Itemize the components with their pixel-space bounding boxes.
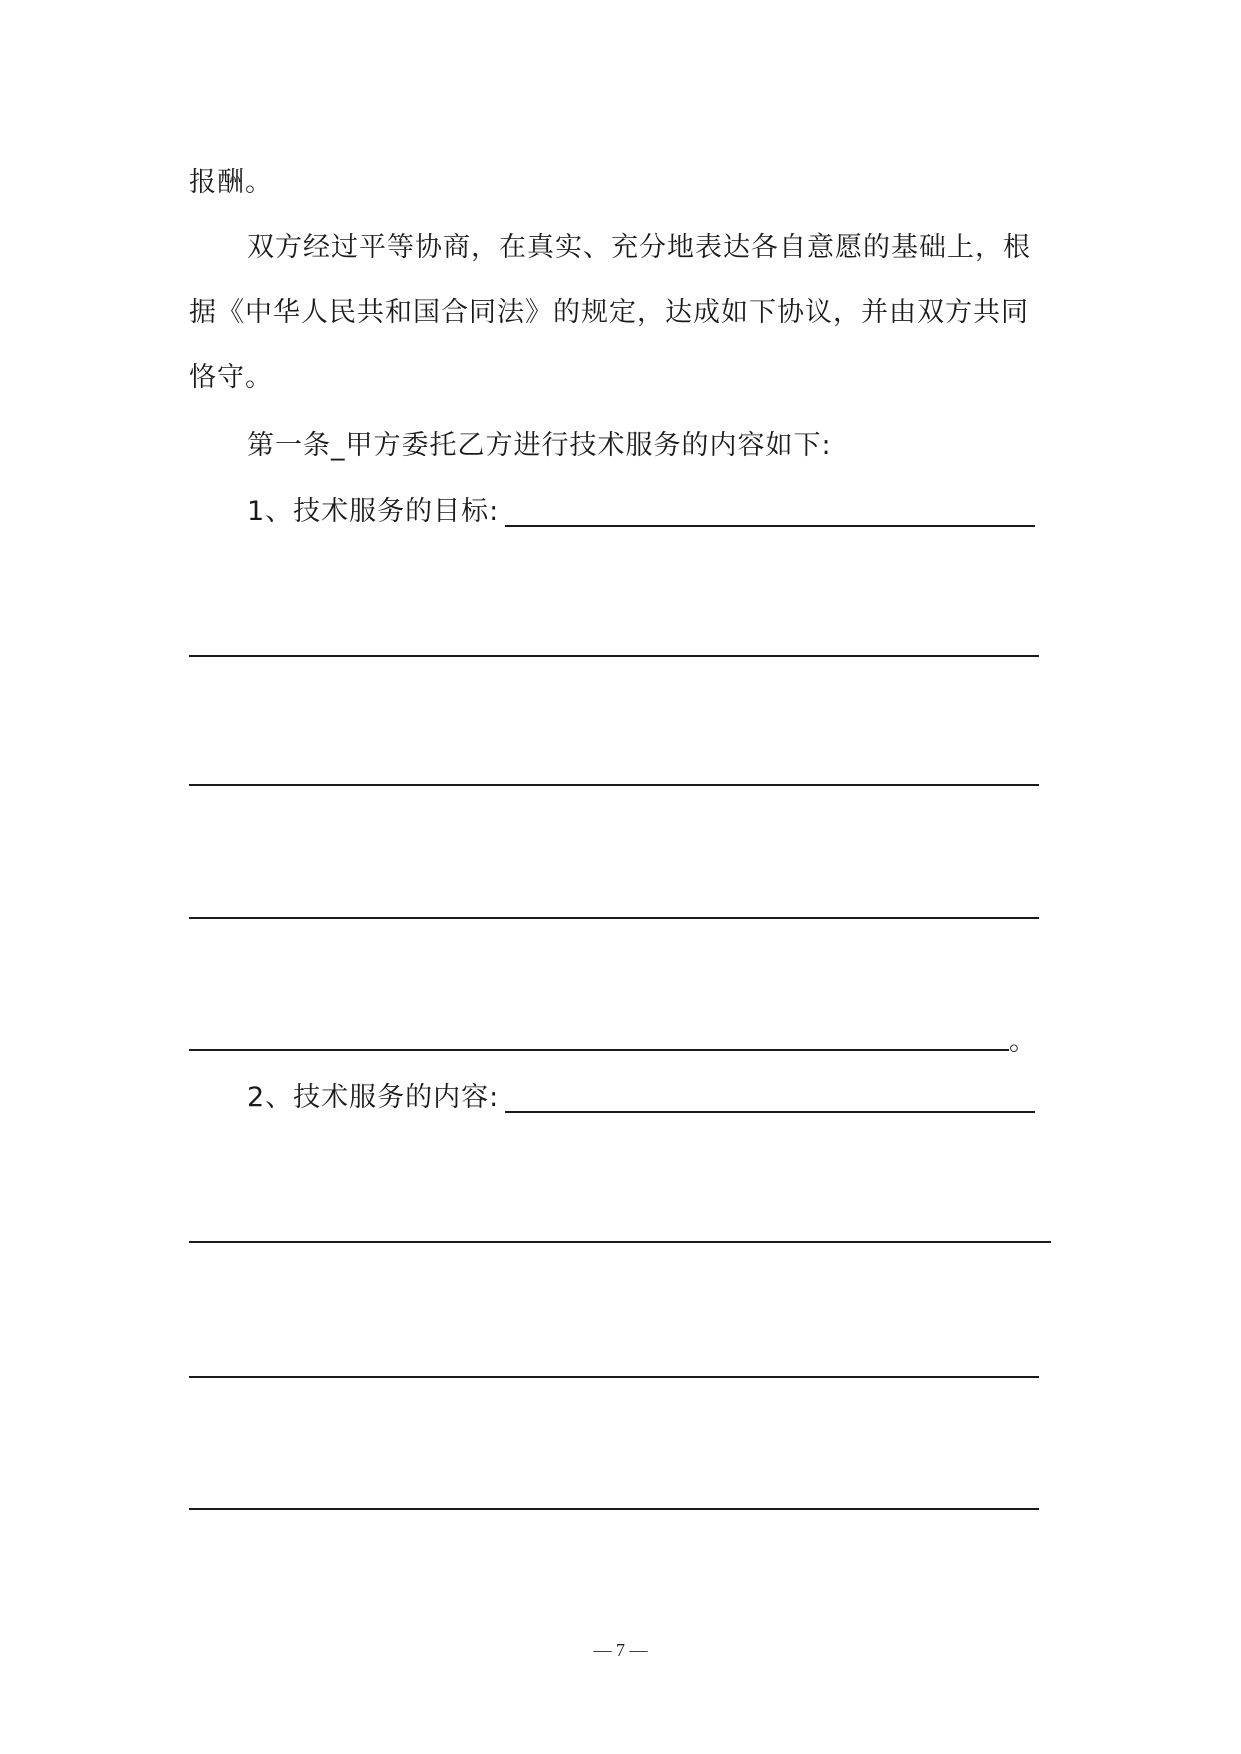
fill-in-blank xyxy=(189,655,1039,657)
line-end-period: 。 xyxy=(1009,1026,1036,1057)
page-number: — 7 — xyxy=(593,1640,648,1660)
paragraph-line: 双方经过平等协商，在真实、充分地表达各自意愿的基础上，根 xyxy=(247,232,1031,263)
fill-in-blank xyxy=(505,525,1035,527)
fill-in-blank xyxy=(189,784,1039,786)
item-1-label: 1、技术服务的目标: xyxy=(247,496,500,527)
paragraph-tail: 报酬。 xyxy=(189,167,273,198)
paragraph-line: 据《中华人民共和国合同法》的规定，达成如下协议，并由双方共同 xyxy=(189,297,1029,328)
article-heading: 第一条_甲方委托乙方进行技术服务的内容如下: xyxy=(247,430,832,461)
paragraph-line: 恪守。 xyxy=(189,362,273,393)
fill-in-blank xyxy=(189,1508,1039,1510)
item-2-label: 2、技术服务的内容: xyxy=(247,1082,500,1113)
fill-in-blank xyxy=(189,1376,1039,1378)
fill-in-blank xyxy=(505,1111,1035,1113)
fill-in-blank xyxy=(189,1241,1051,1243)
fill-in-blank xyxy=(189,1049,1009,1051)
fill-in-blank xyxy=(189,917,1039,919)
